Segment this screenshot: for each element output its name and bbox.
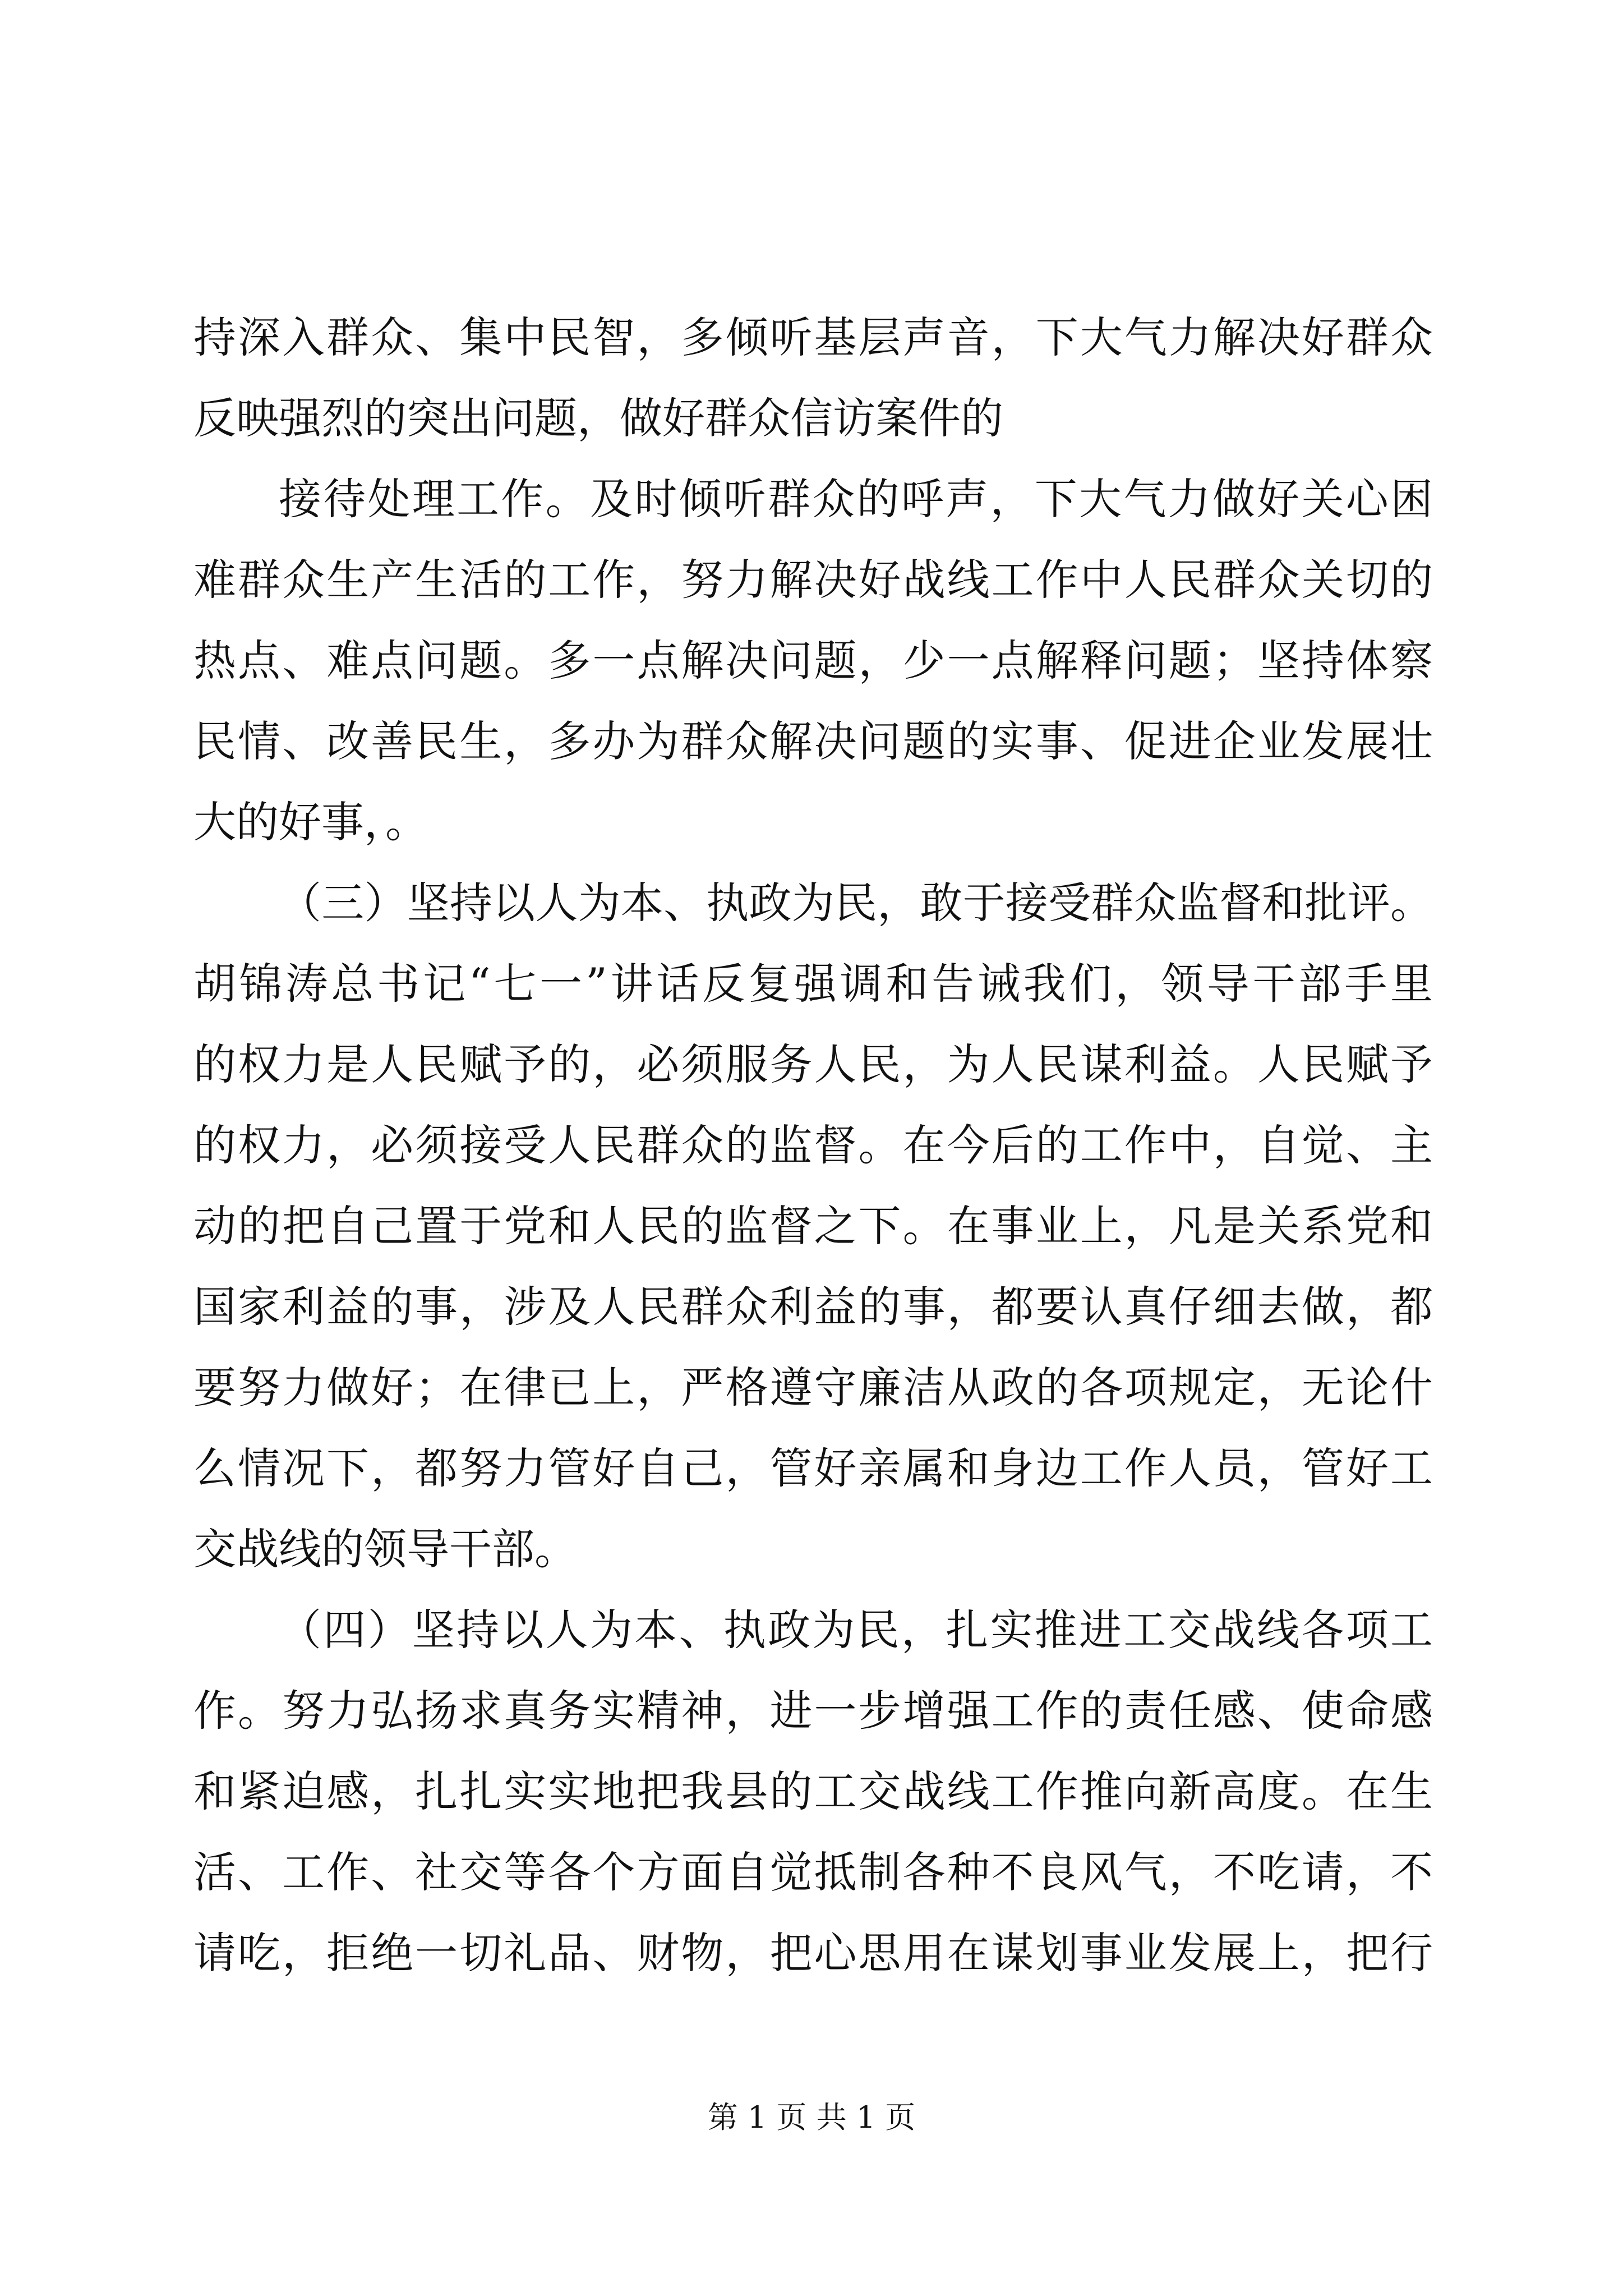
text-line-7: 大的好事，。: [193, 797, 428, 847]
text-line-6: 民情、改善民生，多办为群众解决问题的实事、促进企业发展壮: [193, 716, 1433, 766]
text-line-1: 持深入群众、集中民智，多倾听基层声音，下大气力解决好群众: [193, 312, 1433, 362]
text-line-11: 的权力，必须接受人民群众的监督。在今后的工作中，自觉、主: [193, 1120, 1433, 1170]
text-line-8: （三）坚持以人为本、执政为民，敢于接受群众监督和批评。: [279, 878, 1433, 928]
text-line-5: 热点、难点问题。多一点解决问题，少一点解释问题；坚持体察: [193, 636, 1433, 685]
text-line-17: （四）坚持以人为本、执政为民，扎实推进工交战线各项工: [279, 1605, 1433, 1655]
text-line-4: 难群众生产生活的工作，努力解决好战线工作中人民群众关切的: [193, 555, 1433, 605]
page-number-footer: 第 1 页 共 1 页: [707, 2100, 916, 2135]
document-body: [193, 297, 1433, 1994]
text-line-9: 胡锦涛总书记“七一”讲话反复强调和告诫我们，领导干部手里: [193, 959, 1433, 1009]
text-line-3: 接待处理工作。及时倾听群众的呼声，下大气力做好关心困: [279, 474, 1433, 524]
text-line-2: 反映强烈的突出问题，做好群众信访案件的: [193, 393, 1003, 443]
text-line-12: 动的把自己置于党和人民的监督之下。在事业上，凡是关系党和: [193, 1201, 1433, 1251]
text-line-21: 请吃，拒绝一切礼品、财物，把心思用在谋划事业发展上，把行: [193, 1928, 1433, 1978]
text-line-20: 活、工作、社交等各个方面自觉抵制各种不良风气，不吃请，不: [193, 1847, 1433, 1897]
text-line-19: 和紧迫感，扎扎实实地把我县的工交战线工作推向新高度。在生: [193, 1766, 1433, 1816]
text-line-13: 国家利益的事，涉及人民群众利益的事，都要认真仔细去做，都: [193, 1282, 1433, 1332]
text-line-18: 作。努力弘扬求真务实精神，进一步增强工作的责任感、使命感: [193, 1686, 1433, 1736]
text-line-16: 交战线的领导干部。: [193, 1524, 577, 1574]
text-line-10: 的权力是人民赋予的，必须服务人民，为人民谋利益。人民赋予: [193, 1039, 1433, 1089]
text-line-14: 要努力做好；在律已上，严格遵守廉洁从政的各项规定，无论什: [193, 1363, 1433, 1412]
text-line-15: 么情况下，都努力管好自己，管好亲属和身边工作人员，管好工: [193, 1443, 1433, 1493]
